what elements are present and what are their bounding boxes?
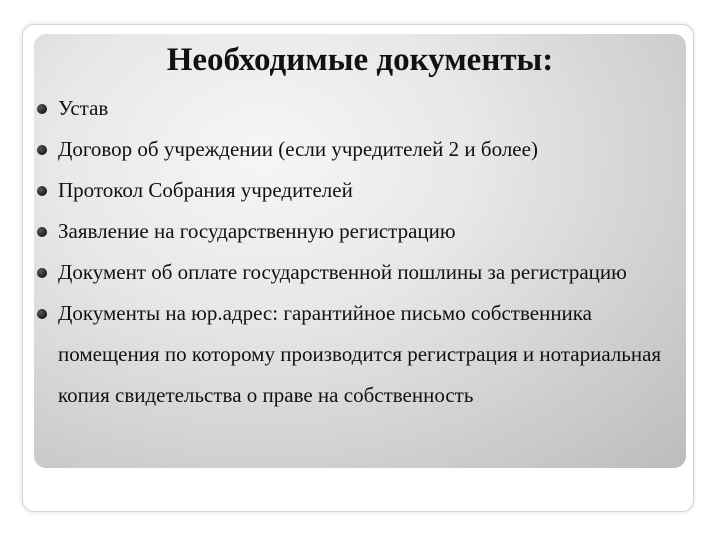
document-list xyxy=(34,88,686,416)
list-item xyxy=(34,211,686,252)
list-item xyxy=(34,252,686,293)
list-item-text: Договор об учреждении (если учредителей 2 и более) xyxy=(58,137,538,161)
list-item xyxy=(34,293,686,416)
bullet-icon xyxy=(37,309,47,319)
list-item-text: Заявление на государственную регистрацию xyxy=(58,219,456,243)
list-item xyxy=(34,170,686,211)
bullet-icon xyxy=(37,104,47,114)
list-item-text: Устав xyxy=(58,96,109,120)
list-item-text: Документы на юр.адрес: гарантийное письмо собственника помещения по которому производится регистрация и нотариальная копия свидетельства о праве на собственность xyxy=(58,301,662,407)
list-item xyxy=(34,129,686,170)
bullet-icon xyxy=(37,227,47,237)
bullet-icon xyxy=(37,186,47,196)
list-item-text: Протокол Собрания учредителей xyxy=(58,178,353,202)
bullet-icon xyxy=(37,268,47,278)
list-item-text: Документ об оплате государственной пошлины за регистрацию xyxy=(58,260,627,284)
list-item xyxy=(34,88,686,129)
bullet-icon xyxy=(37,145,47,155)
slide-title: Необходимые документы: xyxy=(166,42,554,78)
